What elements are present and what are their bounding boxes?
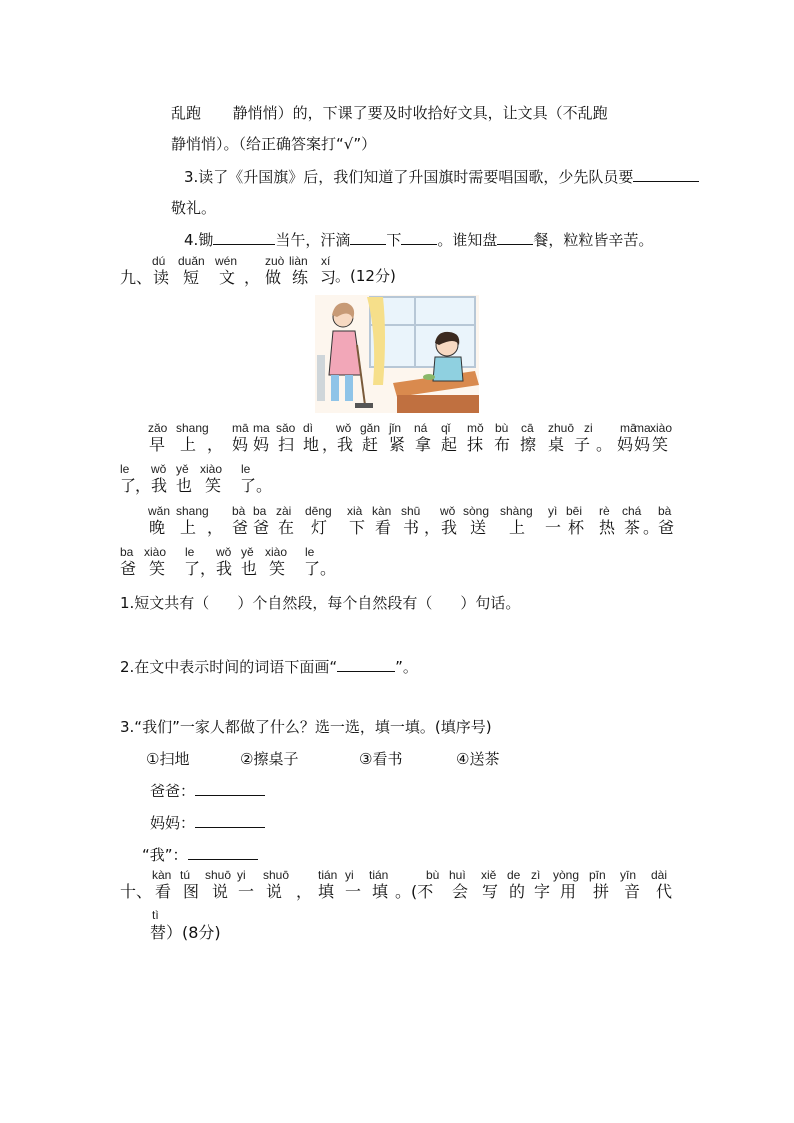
pinyin: mā [620,421,637,435]
hanzi: 笑 [269,559,286,578]
hanzi: ， [296,882,313,901]
fill-blank-me[interactable] [188,845,258,860]
pinyin: wǒ [151,462,167,476]
hanzi: 了 [304,559,321,578]
q4-blank-2[interactable] [350,230,386,245]
hanzi: 早 [149,435,166,454]
pinyin: yě [176,462,189,476]
hanzi: 代 [656,882,673,901]
hanzi: 了 [184,559,201,578]
section8-q4 [184,229,653,250]
section8-line-a [171,102,608,123]
hanzi: 短 [183,268,200,287]
fill-label-me: “我”： [142,846,188,864]
q4-blank-1[interactable] [213,230,275,245]
q4-blank-3[interactable] [401,230,437,245]
hanzi: 扫 [278,435,295,454]
hanzi: 爸 [120,559,137,578]
pinyin: sǎo [276,421,296,435]
hanzi: 看 [375,518,392,537]
hanzi: 会 [452,882,469,901]
hanzi: 用 [560,882,577,901]
hanzi: 我 [337,435,354,454]
pinyin: tì [152,908,159,922]
fill-dad [150,780,265,801]
option-serve-tea: ④送茶 [456,750,500,768]
hanzi: 拼 [593,882,610,901]
section8-q3-end: 敬礼。 [171,199,217,217]
pinyin: xiào [200,462,223,476]
pinyin: bēi [566,504,583,518]
pinyin: zi [584,421,593,435]
section9-q3: 3.“我们”一家人都做了什么？选一选，填一填。(填序号) [120,718,492,736]
hanzi: 。 [596,435,613,454]
q4-p1: 4.锄 [184,231,214,249]
hanzi: 了 [120,476,137,495]
pinyin: xiào [265,545,288,559]
hanzi: 子 [574,435,591,454]
hanzi: 一 [238,882,255,901]
pinyin: wǎn [148,504,171,518]
hanzi: 妈 [232,435,249,454]
hanzi: 我 [441,518,458,537]
pinyin: xiào [650,421,673,435]
section-number: 九、 [120,268,153,287]
hanzi: 爸 [658,518,675,537]
pinyin: shang [176,421,209,435]
section8-q3 [184,166,699,187]
q1-p2: ）个自然段，每个自然段有（ [237,594,433,612]
hanzi: 。 [320,559,337,578]
pinyin: zhuō [548,421,575,435]
pinyin: tián [369,868,389,882]
pinyin: bà [232,504,246,518]
pinyin: dēng [305,504,332,518]
hanzi: 也 [176,476,193,495]
text-luanpao: 乱跑 [171,104,202,122]
hanzi: 字 [534,882,551,901]
pinyin: yi [237,868,246,882]
pinyin: dú [152,254,166,268]
hanzi: 爸 [253,518,270,537]
pinyin: gǎn [360,421,381,435]
hanzi: 写 [482,882,499,901]
hanzi: 练 [292,268,309,287]
hanzi: 。(不 [395,882,434,901]
pinyin: xí [321,254,331,268]
q4-p5: 餐，粒粒皆辛苦。 [533,231,654,249]
q4-p3: 下 [386,231,402,249]
pinyin: xiě [481,868,497,882]
hanzi: 灯 [311,518,328,537]
hanzi: 习 [320,268,337,287]
hanzi: 笑 [205,476,222,495]
hanzi: 擦 [520,435,537,454]
hanzi: 一 [345,882,362,901]
hanzi: 下 [349,518,366,537]
pinyin: zuò [265,254,285,268]
q1-p1: 1.短文共有（ [120,594,210,612]
pinyin: xià [347,504,363,518]
pinyin: ba [120,545,134,559]
q1-p3: ）句话。 [460,594,521,612]
hanzi: 填 [318,882,335,901]
hanzi: ， [424,518,441,537]
pinyin: bà [658,504,672,518]
pinyin: wǒ [440,504,456,518]
hanzi: 书 [403,518,420,537]
pinyin: xiào [144,545,167,559]
hanzi: 文 [219,268,236,287]
pinyin: le [305,545,315,559]
q4-blank-4[interactable] [497,230,533,245]
q2-p2: ”。 [395,658,418,676]
pinyin: duǎn [178,254,205,268]
fill-blank-dad[interactable] [195,781,265,796]
hanzi: ， [135,476,152,495]
fill-mom [150,812,265,833]
hanzi: 填 [372,882,389,901]
hanzi: 也 [241,559,258,578]
pinyin: tú [180,868,191,882]
pinyin: shuō [263,868,290,882]
hanzi: 拿 [415,435,432,454]
hanzi: 的 [509,882,526,901]
pinyin: le [120,462,130,476]
pinyin: yě [241,545,254,559]
pinyin: wén [215,254,238,268]
pinyin: bù [426,868,440,882]
hanzi: ， [322,435,339,454]
hanzi: 起 [441,435,458,454]
hanzi: 茶 [624,518,641,537]
pinyin: ná [414,421,428,435]
hanzi: 抹 [467,435,484,454]
hanzi: 布 [494,435,511,454]
hanzi: 爸 [232,518,249,537]
q2-p1: 2.在文中表示时间的词语下面画“ [120,658,338,676]
q4-p2: 当午，汗滴 [275,231,351,249]
option-wipe-table: ②擦桌子 [240,750,299,768]
hanzi: ， [207,435,224,454]
pinyin: qǐ [441,421,451,435]
q2-underline-sample [337,657,395,672]
section8-line-b: 静悄悄）。（给正确答案打“√”） [171,135,377,153]
hanzi: 说 [266,882,283,901]
hanzi: 笑 [652,435,669,454]
section10-line2: 替）(8分) [150,923,221,942]
pinyin: ma [634,421,651,435]
hanzi: 晚 [149,518,166,537]
hanzi: 上 [180,518,197,537]
text-line-a-rest: 静悄悄）的，下课了要及时收拾好文具，让文具（不乱跑 [232,104,608,122]
hanzi: 妈 [253,435,270,454]
hanzi: 上 [180,435,197,454]
option-read-book: ③看书 [359,750,403,768]
hanzi: 上 [509,518,526,537]
hanzi: 。 [256,476,273,495]
pinyin: de [507,868,521,882]
hanzi: 。 [643,518,660,537]
hanzi: 妈 [634,435,651,454]
pinyin: dài [651,868,668,882]
hanzi: 紧 [389,435,406,454]
hanzi: 桌 [548,435,565,454]
hanzi: 我 [151,476,168,495]
pinyin: zài [276,504,292,518]
hanzi: 笑 [149,559,166,578]
hanzi: 我 [216,559,233,578]
fill-label-mom: 妈妈： [150,814,196,832]
pinyin: mǒ [467,421,484,435]
pinyin: yòng [553,868,580,882]
pinyin: huì [449,868,466,882]
pinyin: yi [345,868,354,882]
pinyin: wǒ [216,545,232,559]
hanzi: 图 [183,882,200,901]
pinyin: sòng [463,504,490,518]
fill-label-dad: 爸爸： [150,782,196,800]
pinyin: shuō [205,868,232,882]
q4-p4: 。谁知盘 [437,231,498,249]
pinyin: le [241,462,251,476]
pinyin: shū [401,504,421,518]
hanzi: 热 [599,518,616,537]
pinyin: yì [548,504,558,518]
pinyin: mā [232,421,249,435]
section9-q1 [120,592,520,613]
pinyin: rè [599,504,610,518]
pinyin: jǐn [389,421,402,435]
hanzi: 赶 [362,435,379,454]
hanzi: 一 [545,518,562,537]
pinyin: ba [253,504,267,518]
fill-blank-mom[interactable] [195,813,265,828]
fill-me [142,844,258,865]
hanzi: ， [207,518,224,537]
hanzi: 了 [240,476,257,495]
option-sweep: ①扫地 [146,750,190,768]
pinyin: dì [303,421,314,435]
pinyin: shang [176,504,209,518]
pinyin: shàng [500,504,533,518]
hanzi: 妈 [617,435,634,454]
pinyin: zǎo [148,421,168,435]
hanzi: 送 [470,518,487,537]
hanzi: 说 [212,882,229,901]
q3-blank[interactable] [633,167,699,182]
hanzi: 音 [624,882,641,901]
pinyin: liàn [289,254,308,268]
hanzi: 地 [303,435,320,454]
pinyin: chá [622,504,642,518]
hanzi: 在 [278,518,295,537]
pinyin: le [185,545,195,559]
pinyin: bù [495,421,509,435]
pinyin: zì [531,868,541,882]
pinyin: cā [521,421,534,435]
pinyin: yīn [620,868,637,882]
pinyin: kàn [372,504,392,518]
pinyin: ma [253,421,270,435]
hanzi: 杯 [568,518,585,537]
score: 。(12分) [335,267,396,285]
mother-sweeping-girl-wiping-table-icon [315,295,479,413]
hanzi: ， [244,268,261,287]
pinyin: tián [318,868,338,882]
pinyin: pīn [589,868,606,882]
section9-q2 [120,656,418,677]
hanzi: 做 [265,268,282,287]
q3-text: 3.读了《升国旗》后，我们知道了升国旗时需要唱国歌，少先队员要 [184,168,634,186]
hanzi: 看 [155,882,172,901]
pinyin: kàn [152,868,172,882]
hanzi: 读 [153,268,170,287]
pinyin: wǒ [336,421,352,435]
section-number: 十、 [120,882,153,901]
hanzi: ， [200,559,217,578]
